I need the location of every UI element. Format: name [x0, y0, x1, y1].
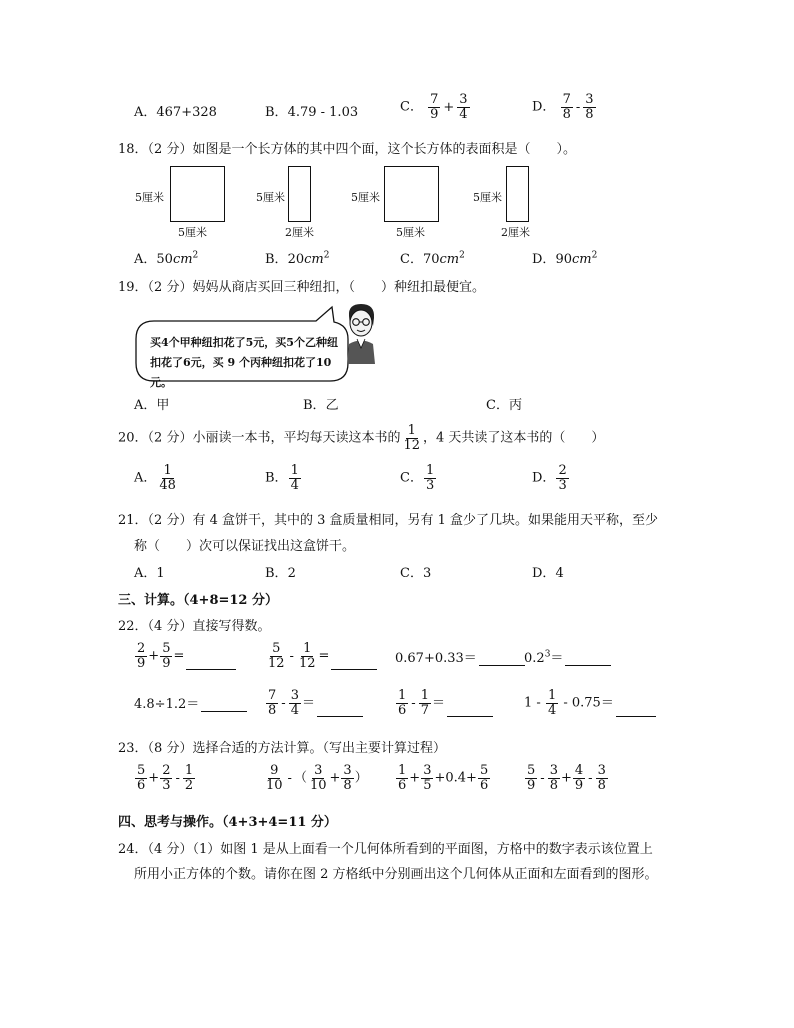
q23-expr-1: $\frac{5}{6}$ + $\frac{2}{3}$ - $\frac{1}{2}$ [137, 763, 194, 793]
q21-stem-line2: 称（ ）次可以保证找出这盒饼干。 [134, 539, 356, 554]
fraction: $\frac{3}{8}$ [343, 763, 352, 793]
q18-face-1 [170, 166, 225, 222]
q18-face-4 [506, 166, 529, 222]
q18-fig1-bottom-label: 5厘米 [178, 226, 207, 239]
q19-option-a[interactable]: A．甲 [134, 398, 170, 413]
q23-stem: 23．（8 分）选择合适的方法计算。（写出主要计算过程） [118, 741, 446, 756]
q22-item-4: $0.2^3=$ [524, 647, 611, 666]
q20-option-d[interactable]: D． $\frac{2}{3}$ [532, 463, 567, 493]
q18-option-a[interactable]: A．$50cm^2$ [134, 250, 199, 267]
fraction: $\frac{5}{12}$ [268, 641, 285, 671]
q23-expr-4: $\frac{5}{9}$ - $\frac{3}{8}$ + $\frac{4}{9}$ - $\frac{3}{8}$ [527, 763, 606, 793]
fraction: $\frac{3}{5}$ [423, 763, 432, 793]
q24-stem-line2: 所用小正方体的个数。请你在图 2 方格纸中分别画出这个几何体从正面和左面看到的图形。 [134, 867, 658, 882]
q18-option-d[interactable]: D．$90cm^2$ [532, 250, 598, 267]
q20-option-a[interactable]: A． $\frac{1}{48}$ [134, 463, 176, 493]
q17-option-c[interactable]: C． $\frac{7}{9}$ + $\frac{3}{4}$ [400, 92, 468, 122]
q22-item-5: 4.8÷1.2＝ [134, 693, 247, 712]
q19-stem: 19．（2 分）妈妈从商店买回三种纽扣，（ ）种纽扣最便宜。 [118, 280, 485, 295]
fraction: $\frac{1}{7}$ [420, 688, 429, 718]
fraction: $\frac{2}{3}$ [162, 763, 171, 793]
fraction: $\frac{1}{3}$ [425, 463, 435, 493]
section-4-heading: 四、思考与操作。（4+3+4=11 分） [118, 815, 337, 830]
q18-fig3-bottom-label: 5厘米 [396, 226, 425, 239]
q18-option-b[interactable]: B．$20cm^2$ [265, 250, 330, 267]
q24-stem-line1: 24．（4 分）（1）如图 1 是从上面看一个几何体所看到的平面图，方格中的数字表示该位置上 [118, 842, 653, 857]
q18-face-3 [384, 166, 439, 222]
fraction: $\frac{1}{48}$ [159, 463, 176, 493]
answer-blank[interactable] [317, 715, 363, 717]
q22-item-2: $\frac{5}{12}$ - $\frac{1}{12}$ = [265, 642, 377, 670]
q21-option-b[interactable]: B．2 [265, 566, 296, 581]
fraction: $\frac{1}{4}$ [290, 463, 299, 493]
fraction: $\frac{3}{8}$ [597, 763, 606, 793]
q18-fig4-side-label: 5厘米 [473, 191, 502, 204]
fraction: $\frac{7}{8}$ [268, 688, 277, 718]
answer-blank[interactable] [565, 664, 611, 666]
fraction: $\frac{3}{8}$ [549, 763, 558, 793]
answer-blank[interactable] [479, 664, 525, 666]
q18-fig3-side-label: 5厘米 [351, 191, 380, 204]
q22-stem: 22．（4 分）直接写得数。 [118, 619, 271, 634]
q23-expr-3: $\frac{1}{6}$ + $\frac{3}{5}$ +0.4+ $\frac{5}{6}$ [398, 763, 489, 793]
q17-option-b[interactable]: B．4.79 - 1.03 [265, 105, 359, 120]
q20-option-c[interactable]: C． $\frac{1}{3}$ [400, 463, 435, 493]
q18-fig2-bottom-label: 2厘米 [285, 226, 314, 239]
q23-expr-2: $\frac{9}{10}$ - （ $\frac{3}{10}$ + $\frac{3}{8}$ ） [266, 763, 368, 793]
q21-option-d[interactable]: D．4 [532, 566, 564, 581]
answer-blank[interactable] [616, 715, 656, 717]
q22-item-3: 0.67+0.33＝ [395, 647, 525, 666]
fraction: $\frac{9}{10}$ [266, 763, 283, 793]
fraction: $\frac{4}{9}$ [574, 763, 584, 793]
q21-stem-line1: 21．（2 分）有 4 盒饼干，其中的 3 盒质量相同，另有 1 盒少了几块。如果能用天平称，至少 [118, 513, 659, 528]
fraction: $\frac{1}{2}$ [184, 763, 194, 793]
fraction: $\frac{5}{9}$ [162, 641, 171, 671]
q21-option-c[interactable]: C．3 [400, 566, 432, 581]
answer-blank[interactable] [186, 668, 236, 670]
q22-item-6: $\frac{7}{8}$ - $\frac{3}{4}$ ＝ [265, 689, 363, 717]
answer-blank[interactable] [447, 715, 493, 717]
fraction: $\frac{3}{8}$ [585, 92, 594, 122]
q22-item-8: 1 - $\frac{1}{4}$ - 0.75＝ [524, 689, 656, 717]
q22-item-1: $\frac{2}{9}$ + $\frac{5}{9}$ = [134, 642, 236, 670]
fraction: $\frac{2}{3}$ [558, 463, 567, 493]
q20-stem: 20．（2 分）小丽读一本书，平均每天读这本书的 $\frac{1}{12}$ ，4 天共读了这本书的（ ） [118, 423, 605, 453]
q19-option-c[interactable]: C．丙 [486, 398, 522, 413]
fraction: $\frac{2}{9}$ [137, 641, 146, 671]
q21-option-a[interactable]: A．1 [134, 566, 165, 581]
q17-option-a[interactable]: A．467+328 [134, 105, 217, 120]
fraction: $\frac{5}{9}$ [527, 763, 536, 793]
fraction: $\frac{1}{12}$ [298, 641, 316, 671]
q19-option-b[interactable]: B．乙 [303, 398, 339, 413]
fraction: $\frac{1}{4}$ [547, 688, 557, 718]
q17-option-d[interactable]: D． $\frac{7}{8}$ - $\frac{3}{8}$ [532, 92, 594, 122]
fraction: $\frac{3}{4}$ [459, 92, 468, 122]
q18-fig2-side-label: 5厘米 [256, 191, 285, 204]
fraction: $\frac{3}{4}$ [290, 688, 299, 718]
fraction: $\frac{5}{6}$ [137, 763, 146, 793]
fraction: $\frac{5}{6}$ [479, 763, 489, 793]
section-3-heading: 三、计算。（4+8=12 分） [118, 593, 278, 608]
bubble-text: 买4个甲种纽扣花了5元，买5个乙种纽 扣花了6元，买 9 个丙种纽扣花了10元。 [150, 336, 338, 389]
fraction: $\frac{1}{12}$ [403, 423, 420, 453]
fraction: $\frac{3}{10}$ [309, 763, 327, 793]
q20-option-b[interactable]: B． $\frac{1}{4}$ [265, 463, 299, 493]
teacher-illustration [344, 302, 378, 364]
q18-fig4-bottom-label: 2厘米 [501, 226, 530, 239]
fraction: $\frac{1}{6}$ [398, 688, 407, 718]
answer-blank[interactable] [331, 668, 377, 670]
fraction: $\frac{7}{9}$ [430, 92, 439, 122]
speech-bubble [134, 305, 350, 389]
fraction: $\frac{1}{6}$ [398, 763, 407, 793]
q18-face-2 [288, 166, 311, 222]
fraction: $\frac{7}{8}$ [562, 92, 571, 122]
q18-option-c[interactable]: C．$70cm^2$ [400, 250, 465, 267]
q22-item-7: $\frac{1}{6}$ - $\frac{1}{7}$ ＝ [395, 689, 493, 717]
answer-blank[interactable] [201, 710, 247, 712]
q18-fig1-side-label: 5厘米 [135, 191, 164, 204]
q18-stem: 18．（2 分）如图是一个长方体的其中四个面，这个长方体的表面积是（ ）。 [118, 142, 576, 157]
